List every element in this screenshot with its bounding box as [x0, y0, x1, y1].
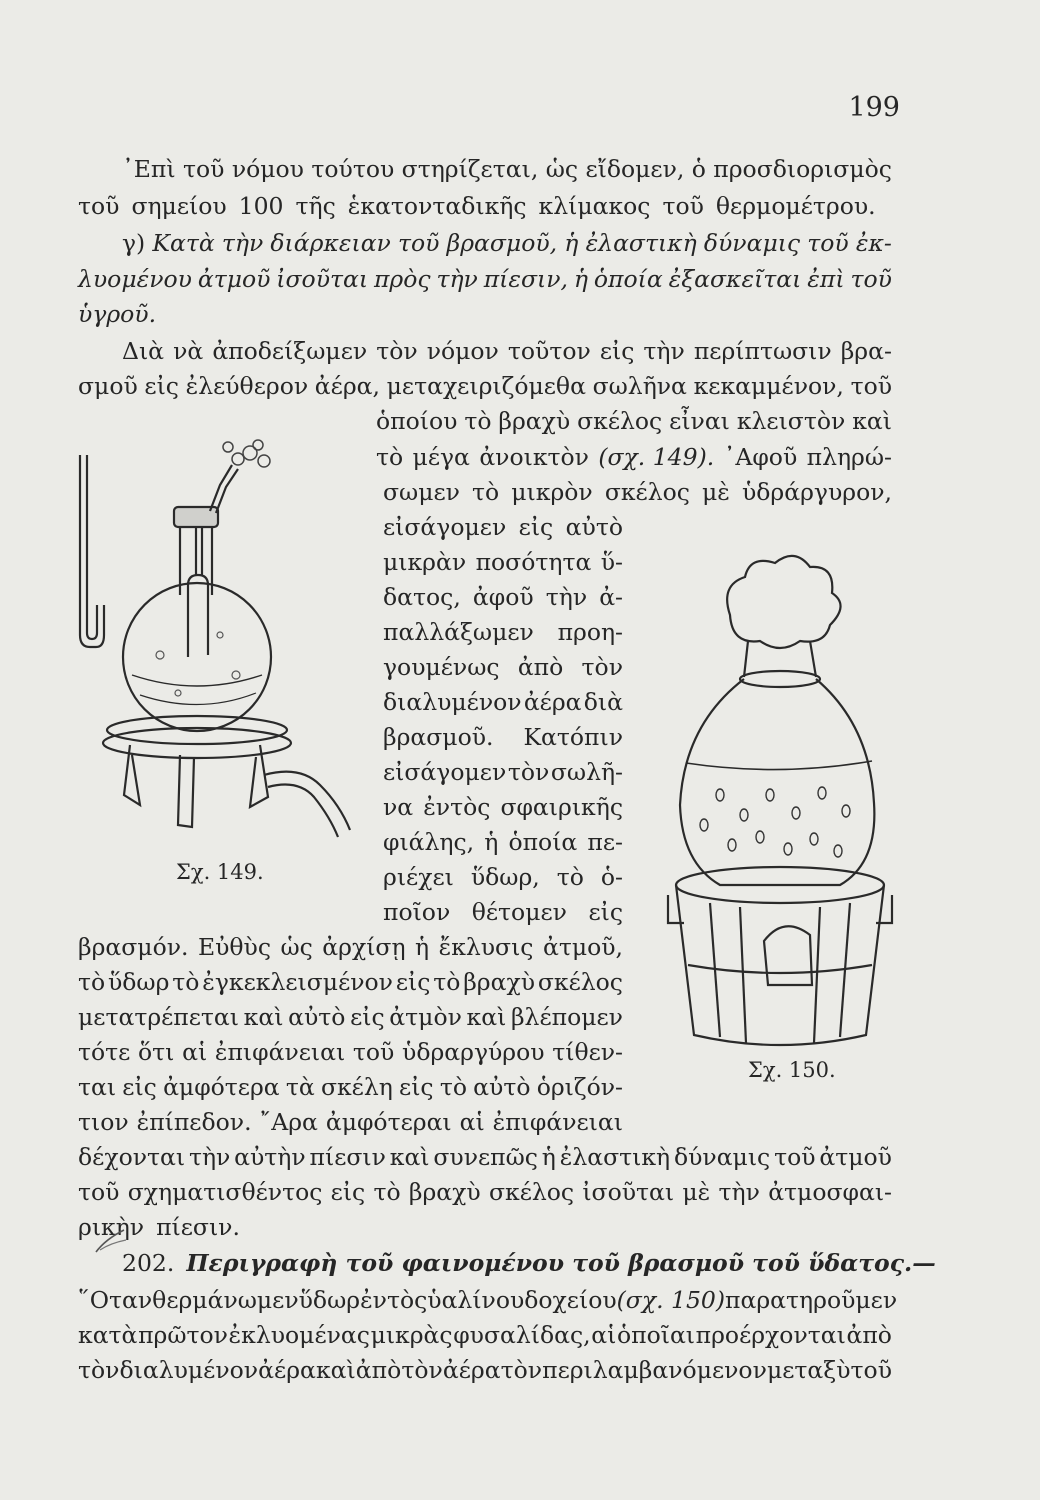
text-line: κατὰ πρῶτον ἐκλυομένας μικρὰς φυσαλίδας, αἱ ὁποῖαι προέρχονται ἀπὸ — [78, 1321, 892, 1349]
figure-150-caption: Σχ. 150. — [748, 1058, 836, 1082]
page-number: 199 — [848, 92, 900, 123]
text-line: τὸ μέγα ἀνοικτὸν (σχ. 149). ᾿Αφοῦ πληρώ- — [376, 443, 892, 471]
text-line: ποῖον θέτομεν εἰς — [383, 898, 623, 926]
text-line: βρασμοῦ. Κατόπιν — [383, 723, 623, 751]
text-line: φιάλης, ἡ ὁποία πε- — [383, 828, 623, 856]
text-line: σωμεν τὸ μικρὸν σκέλος μὲ ὑδράργυρον, — [383, 478, 892, 506]
text-line: λυομένου ἀτμοῦ ἰσοῦται πρὸς τὴν πίεσιν, ἡ ὁποία ἐξασκεῖται ἐπὶ τοῦ — [78, 265, 892, 293]
section-heading — [122, 1249, 936, 1277]
text-line: να ἐντὸς σφαιρικῆς — [383, 793, 623, 821]
text-line: εἰσάγομεν τὸν σωλῆ- — [383, 758, 623, 786]
text-line: ριέχει ὕδωρ, τὸ ὁ- — [383, 863, 623, 891]
text-line: δατος, ἀφοῦ τὴν ἀ- — [383, 583, 623, 611]
section-title: Περιγραφὴ τοῦ φαινομένου τοῦ βρασμοῦ τοῦ ὕδατος.— — [186, 1249, 936, 1277]
text-line: παλλάξωμεν προη- — [383, 618, 623, 646]
figure-149-illustration — [60, 425, 380, 845]
section-number: 202. — [122, 1249, 175, 1277]
text-line: σμοῦ εἰς ἐλεύθερον ἀέρα, μεταχειριζόμεθα σωλῆνα κεκαμμένον, τοῦ — [78, 372, 892, 400]
text-line: ὁποίου τὸ βραχὺ σκέλος εἶναι κλειστὸν καὶ — [376, 407, 892, 435]
text-line: ρικὴν πίεσιν. — [78, 1213, 240, 1241]
text-line: τοῦ σημείου 100 τῆς ἑκατονταδικῆς κλίμακος τοῦ θερμομέτρου. — [78, 192, 876, 220]
text-line: τοῦ σχηματισθέντος εἰς τὸ βραχὺ σκέλος ἰσοῦται μὲ τὴν ἀτμοσφαι- — [78, 1178, 892, 1206]
text-line: τὸν διαλυμένον ἀέρα καὶ ἀπὸ τὸν ἀέρα τὸν περιλαμβανόμενον μεταξὺ τοῦ — [78, 1356, 892, 1384]
text-line: Διὰ νὰ ἀποδείξωμεν τὸν νόμον τοῦτον εἰς τὴν περίπτωσιν βρα- — [122, 337, 892, 365]
text-line: ᾿Επὶ τοῦ νόμου τούτου στηρίζεται, ὡς εἴδομεν, ὁ προσδιορισμὸς — [122, 155, 892, 183]
text-line: βρασμόν. Εὐθὺς ὡς ἀρχίσῃ ἡ ἔκλυσις ἀτμοῦ, — [78, 933, 623, 961]
figure-150-illustration — [660, 545, 900, 1055]
text-line: τιον ἐπίπεδον. ῎Αρα ἀμφότεραι αἱ ἐπιφάνειαι — [78, 1108, 623, 1136]
text-line: ῞Οταν θερμάνωμεν ὕδωρ ἐντὸς ὑαλίνου δοχείου (σχ. 150) παρατηροῦμεν — [78, 1286, 898, 1314]
text-line: τότε ὅτι αἱ ἐπιφάνειαι τοῦ ὑδραργύρου τίθεν- — [78, 1038, 623, 1066]
figure-149-caption: Σχ. 149. — [176, 860, 264, 884]
text-line: διαλυμένον ἀέρα διὰ — [383, 688, 623, 716]
text-line: τὸ ὕδωρ τὸ ἐγκεκλεισμένον εἰς τὸ βραχὺ σκέλος — [78, 968, 623, 996]
text-line: γουμένως ἀπὸ τὸν — [383, 653, 623, 681]
text-line: γ) Κατὰ τὴν διάρκειαν τοῦ βρασμοῦ, ἡ ἐλαστικὴ δύναμις τοῦ ἐκ- — [122, 229, 892, 257]
text-line: ὑγροῦ. — [78, 300, 157, 328]
text-line: εἰσάγομεν εἰς αὐτὸ — [383, 513, 623, 541]
text-line: ται εἰς ἀμφότερα τὰ σκέλη εἰς τὸ αὐτὸ ὁριζόν- — [78, 1073, 623, 1101]
text-line: μετατρέπεται καὶ αὐτὸ εἰς ἀτμὸν καὶ βλέπομεν — [78, 1003, 623, 1031]
text-line: δέχονται τὴν αὐτὴν πίεσιν καὶ συνεπῶς ἡ ἐλαστικὴ δύναμις τοῦ ἀτμοῦ — [78, 1143, 892, 1171]
text-line: μικρὰν ποσότητα ὕ- — [383, 548, 623, 576]
